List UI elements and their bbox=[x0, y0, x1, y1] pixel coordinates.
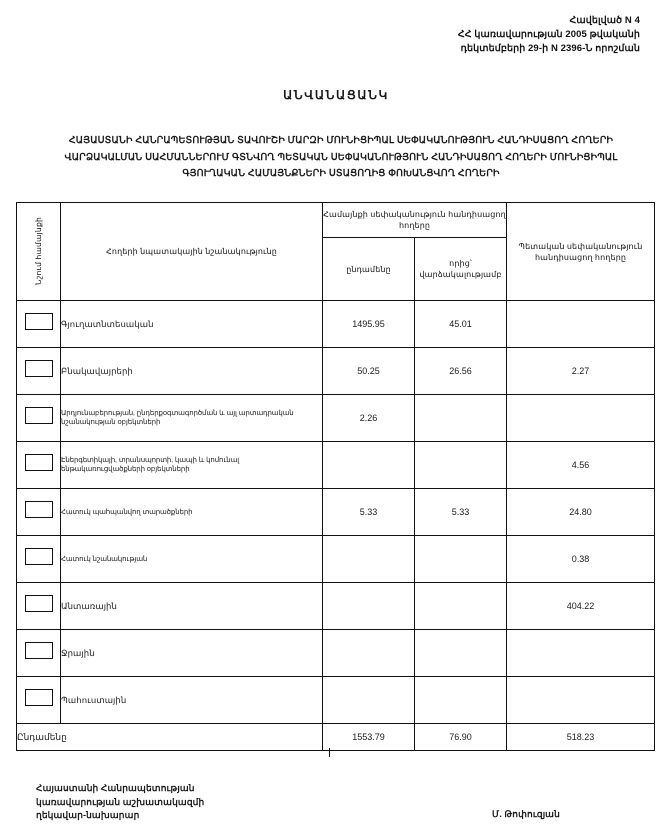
row-total bbox=[323, 442, 415, 489]
checkbox-icon[interactable] bbox=[25, 642, 53, 659]
row-checkbox-cell[interactable] bbox=[17, 536, 61, 583]
signature-title-line-3: ղեկավար-նախարար bbox=[36, 810, 140, 820]
row-name: Բնակավայրերի bbox=[61, 348, 323, 395]
row-checkbox-cell[interactable] bbox=[17, 301, 61, 348]
header-community-group: Համայնքի սեփականություն հանդիսացող հողերը bbox=[323, 203, 507, 238]
row-total: 1495.95 bbox=[323, 301, 415, 348]
row-name: Հատուկ նշանակության bbox=[61, 536, 323, 583]
row-checkbox-cell[interactable] bbox=[17, 489, 61, 536]
total-community: 1553.79 bbox=[323, 724, 415, 751]
table-row bbox=[17, 395, 655, 442]
row-name: Արդյունաբերության, ընդերքօգտագործման և այլ արտադրական նշանակության օբյեկտների bbox=[61, 395, 323, 442]
header-line-2: ՀՀ կառավարության 2005 թվականի bbox=[457, 29, 640, 40]
signature-title-line-1: Հայաստանի Հանրապետության bbox=[36, 783, 195, 793]
row-total bbox=[323, 583, 415, 630]
checkbox-icon[interactable] bbox=[25, 454, 53, 471]
header-leased-column: որից՝ վարձակալությամբ bbox=[415, 238, 507, 301]
total-leased: 76.90 bbox=[415, 724, 507, 751]
row-state bbox=[507, 630, 655, 677]
row-name: Ջրային bbox=[61, 630, 323, 677]
table-row bbox=[17, 301, 655, 348]
row-leased bbox=[415, 395, 507, 442]
document-subtitle: ՀԱՅԱՍՏԱՆԻ ՀԱՆՐԱՊԵՏՈՒԹՅԱՆ ՏԱՎՈՒՇԻ ՄԱՐԶԻ ՄՈՒՆԻՑԻՊԱԼ ՍԵՓԱԿԱՆՈՒԹՅՈՒՆ ՀԱՆԴԻՍԱՑՈՂ ՀՈՂԵՐԻ ՎԱՐՁԱԿԱԼՄԱՆ ՍԱՀՄԱՆՆԵՐՈՒՄ ԳՏՆՎՈՂ ՊԵՏԱԿԱՆ ՍԵՓԱԿԱՆՈՒԹՅՈՒՆ ՀԱՆԴԻՍԱՑՈՂ ՀՈՂԵՐԻ ՄՈՒՆԻՑԻՊԱԼ ԳՅՈՒՂԱԿԱՆ ՀԱՄԱՅՆՔՆԵՐԻ ՍՏԱՑՈՂԻՑ ՓՈԽԱՆՑՎՈՂ ՀՈՂԵՐԻ bbox=[64, 134, 618, 178]
row-total bbox=[323, 677, 415, 724]
row-checkbox-cell[interactable] bbox=[17, 583, 61, 630]
row-leased bbox=[415, 677, 507, 724]
header-line-3: դեկտեմբերի 29-ի N 2396-Ն որոշման bbox=[460, 43, 640, 54]
row-leased bbox=[415, 536, 507, 583]
row-total: 2.26 bbox=[323, 395, 415, 442]
table-row bbox=[17, 630, 655, 677]
checkbox-icon[interactable] bbox=[25, 360, 53, 377]
row-checkbox-cell[interactable] bbox=[17, 630, 61, 677]
page-title: ԱՆՎԱՆԱՑԱՆԿ bbox=[283, 88, 389, 102]
header-check-label: Նշում համայնքի bbox=[34, 217, 43, 286]
row-leased bbox=[415, 630, 507, 677]
row-name: Գյուղատնտեսական bbox=[61, 301, 323, 348]
row-state: 0.38 bbox=[507, 536, 655, 583]
table-body bbox=[17, 301, 655, 751]
row-checkbox-cell[interactable] bbox=[17, 348, 61, 395]
table-row bbox=[17, 536, 655, 583]
row-state bbox=[507, 301, 655, 348]
header-check-column bbox=[17, 203, 61, 301]
row-state: 404.22 bbox=[507, 583, 655, 630]
checkbox-icon[interactable] bbox=[25, 313, 53, 330]
row-name: Պահուստային bbox=[61, 677, 323, 724]
checkbox-icon[interactable] bbox=[25, 689, 53, 706]
land-table bbox=[16, 202, 655, 751]
row-checkbox-cell[interactable] bbox=[17, 677, 61, 724]
row-leased bbox=[415, 583, 507, 630]
row-name: Անտառային bbox=[61, 583, 323, 630]
row-name: Հատուկ պահպանվող տարածքների bbox=[61, 489, 323, 536]
table-row bbox=[17, 583, 655, 630]
table-total-row bbox=[17, 724, 655, 751]
signature-title bbox=[36, 782, 204, 823]
row-state bbox=[507, 677, 655, 724]
row-state: 4.56 bbox=[507, 442, 655, 489]
row-state: 24.80 bbox=[507, 489, 655, 536]
row-leased: 5.33 bbox=[415, 489, 507, 536]
header-name-column: Հողերի նպատակային նշանակությունը bbox=[61, 203, 323, 301]
signature-name: Մ. Թոփուզյան bbox=[492, 809, 560, 819]
page-tick-mark bbox=[329, 748, 330, 757]
row-state: 2.27 bbox=[507, 348, 655, 395]
row-leased bbox=[415, 442, 507, 489]
signature-title-line-2: կառավարության աշխատակազմի bbox=[36, 796, 205, 807]
row-total: 5.33 bbox=[323, 489, 415, 536]
table-row bbox=[17, 442, 655, 489]
land-table-container bbox=[16, 202, 654, 742]
table-row bbox=[17, 489, 655, 536]
row-checkbox-cell[interactable] bbox=[17, 442, 61, 489]
row-checkbox-cell[interactable] bbox=[17, 395, 61, 442]
row-leased: 26.56 bbox=[415, 348, 507, 395]
header-subtotal-column: ընդամենը bbox=[323, 238, 415, 301]
table-row bbox=[17, 677, 655, 724]
row-state bbox=[507, 395, 655, 442]
header-state-column: Պետական սեփականություն հանդիսացող հողերը bbox=[507, 203, 655, 301]
row-total bbox=[323, 630, 415, 677]
checkbox-icon[interactable] bbox=[25, 407, 53, 424]
total-label: Ընդամենը bbox=[17, 724, 323, 751]
checkbox-icon[interactable] bbox=[25, 548, 53, 565]
total-state: 518.23 bbox=[507, 724, 655, 751]
table-header-row-1 bbox=[17, 203, 655, 238]
table-row bbox=[17, 348, 655, 395]
header-line-1: Հավելված N 4 bbox=[569, 15, 640, 26]
row-leased: 45.01 bbox=[415, 301, 507, 348]
row-total: 50.25 bbox=[323, 348, 415, 395]
checkbox-icon[interactable] bbox=[25, 595, 53, 612]
row-name: Էներգետիկայի, տրանսպորտի, կապի և կոմունալ ենթակառուցվածքների օբյեկտների bbox=[61, 442, 323, 489]
checkbox-icon[interactable] bbox=[25, 501, 53, 518]
row-total bbox=[323, 536, 415, 583]
document-header bbox=[458, 14, 640, 56]
